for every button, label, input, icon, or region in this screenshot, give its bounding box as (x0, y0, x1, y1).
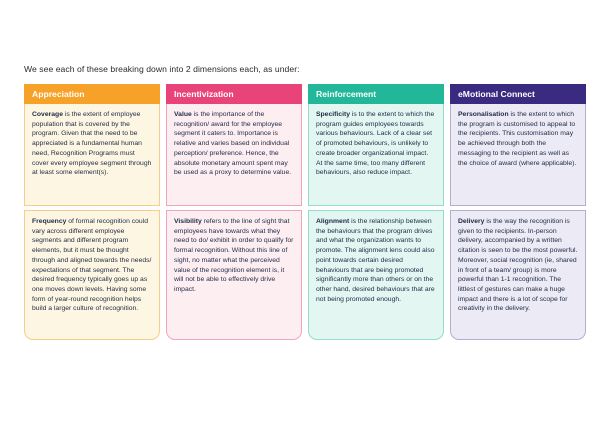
cell-coverage (24, 104, 160, 206)
desc-coverage: is the extent of employee population that is covered by the program. Given that the need to be appreciated is a fundamental human need, Recognition Programs must cover every employee segment through at least some element(s). (32, 111, 152, 177)
cell-visibility (166, 210, 302, 340)
header-emotional-connect: eMotional Connect (450, 84, 586, 104)
cell-value (166, 104, 302, 206)
desc-delivery: is the way the recognition is given to the recipients. In-person delivery, accompanied by a written citation is seen to be the most powerful. Moreover, social recognition (ie, shared in front of a team/ group) is more powerful than 1-1 recognition. The littlest of gestures can make a huge impact and there is a lot of scope for creativity in the delivery. (458, 218, 578, 313)
header-incentivization: Incentivization (166, 84, 302, 104)
cell-frequency (24, 210, 160, 340)
cell-delivery (450, 210, 586, 340)
column-incentivization (166, 84, 302, 340)
column-appreciation (24, 84, 160, 340)
column-reinforcement (308, 84, 444, 340)
term-specificity: Specificity (316, 111, 350, 118)
term-delivery: Delivery (458, 218, 485, 225)
intro-text: We see each of these breaking down into 2 dimensions each, as under: (24, 64, 300, 74)
desc-frequency: of formal recognition could vary across different employee segments and different program elements, but it must be thought through and aligned towards the needs/ expectations of that segment. The desired frequency typically goes up as one moves down levels. Having some form of year-round recognition helps build a larger culture of recognition. (32, 218, 152, 313)
term-alignment: Alignment (316, 218, 350, 225)
desc-personalisation: is the extent to which the program is customised to appeal to the recipients. This customisation may be achieved through both the messaging to the recipient as well as the choice of award (where applicable). (458, 111, 577, 167)
term-value: Value (174, 111, 192, 118)
desc-specificity: is to the extent to which the program guides employees towards various behaviours. Lack of a clear set of promoted behaviours, is unlikely to create broader organizational impact. At the same time, too many different behaviours, also reduce impact. (316, 111, 435, 177)
desc-visibility: refers to the line of sight that employees have towards what they need to do/ exhibit in order to qualify for formal recognition. Without this line of sight, no matter what the perceived value of the recognition element is, it will not be able to effectively drive impact. (174, 218, 294, 294)
term-visibility: Visibility (174, 218, 202, 225)
term-personalisation: Personalisation (458, 111, 509, 118)
cell-personalisation (450, 104, 586, 206)
header-reinforcement: Reinforcement (308, 84, 444, 104)
column-emotional-connect (450, 84, 586, 340)
cell-specificity (308, 104, 444, 206)
term-coverage: Coverage (32, 111, 63, 118)
cell-alignment (308, 210, 444, 340)
desc-alignment: is the relationship between the behaviours that the program drives and what the organization wants to promote. The alignment lens could also point towards certain desired behaviours that are being promoted significantly more than others or on the other hand, desired behaviours that are not being promoted enough. (316, 218, 435, 303)
desc-value: is the importance of the recognition/ award for the employee segment it caters to. Importance is relative and varies based on individual perception/ preference. Hence, the absolute monetary amount spent may be used as a proxy to determine value. (174, 111, 292, 177)
term-frequency: Frequency (32, 218, 67, 225)
header-appreciation: Appreciation (24, 84, 160, 104)
dimensions-table (24, 84, 586, 340)
